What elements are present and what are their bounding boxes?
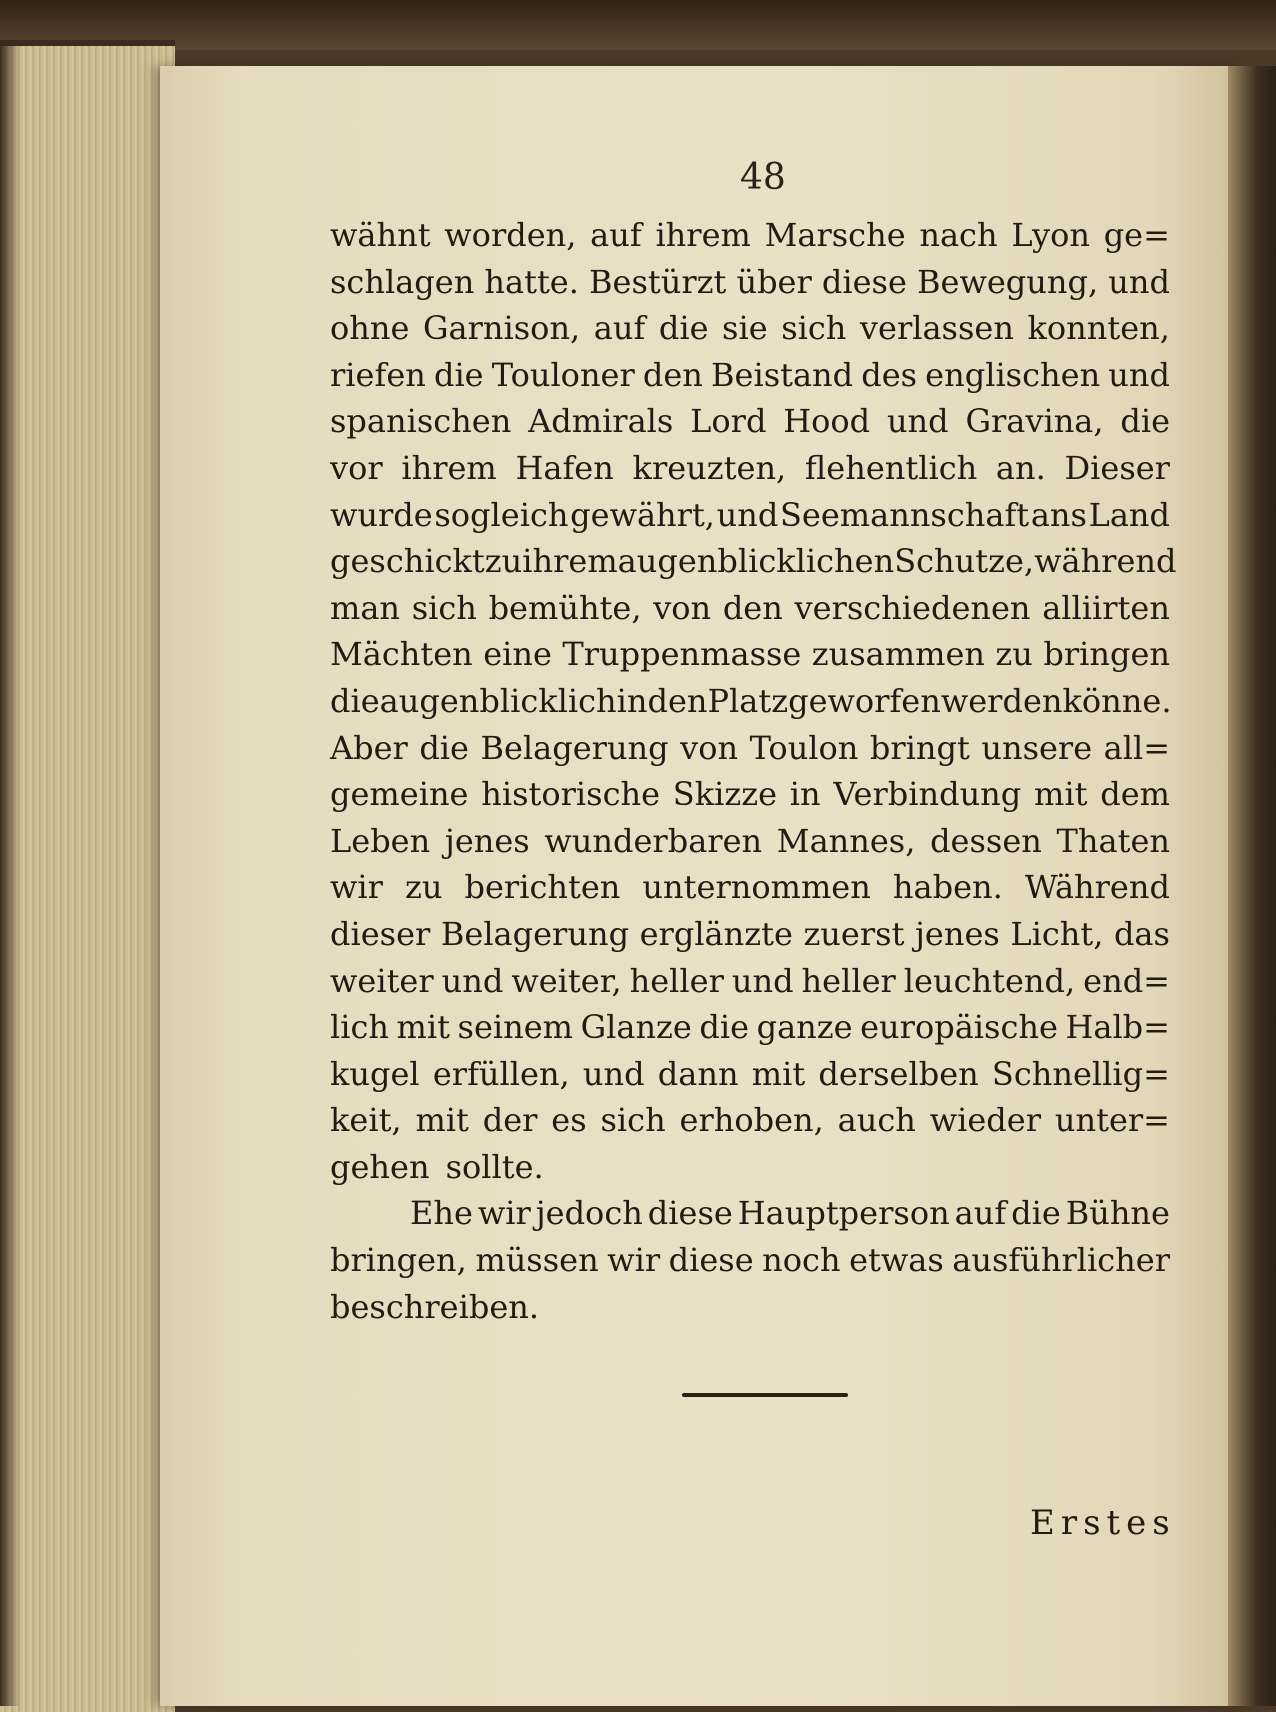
word: eine [483, 635, 552, 674]
text-line [330, 631, 1170, 678]
word: könne. [1062, 681, 1172, 720]
word: Während [1024, 868, 1170, 907]
word: wir [330, 868, 383, 907]
word: müssen [475, 1241, 599, 1280]
word: nach [919, 216, 998, 254]
word: etwas [849, 1241, 944, 1280]
word: augenblicklich [379, 681, 617, 720]
text-line [330, 678, 1170, 725]
section-divider [682, 1393, 848, 1397]
word: Skizze [672, 775, 777, 814]
word: mit [751, 1054, 806, 1093]
word: bringen, [330, 1241, 467, 1280]
word: europäische [860, 1008, 1058, 1047]
catchword: Erstes [1030, 1503, 1176, 1543]
word: bringt [869, 728, 970, 767]
word: ge= [1103, 216, 1170, 254]
word: und [1108, 355, 1170, 394]
word: heller [801, 961, 896, 1000]
text-line [330, 1097, 1170, 1144]
word: Touloner [491, 355, 635, 394]
word: Lyon [1011, 216, 1090, 254]
word: mit [1034, 775, 1088, 814]
word: Leben [330, 821, 431, 860]
text-line [330, 1004, 1170, 1051]
word: die [419, 728, 469, 767]
word: ausführlicher [952, 1241, 1170, 1280]
word: all= [1103, 728, 1170, 767]
word: unsere [981, 728, 1093, 767]
word: alliirten [1042, 588, 1170, 627]
word: geschickt [330, 542, 485, 581]
word: Admirals [528, 402, 674, 441]
word: verschiedenen [794, 588, 1031, 627]
word: werden [940, 681, 1063, 720]
word: zu [404, 868, 443, 907]
word: ganze [756, 1008, 853, 1047]
word: ihrem [401, 448, 497, 487]
word: Verbindung [833, 775, 1022, 814]
word: auf [590, 216, 642, 254]
word: dem [1100, 775, 1170, 814]
word: wunderbaren [544, 821, 763, 860]
word: den [722, 588, 783, 627]
word: historische [481, 775, 661, 814]
word: wir [607, 1241, 661, 1280]
word: Seemannschaft [779, 495, 1030, 534]
word: jenes [444, 821, 530, 860]
word: Truppenmasse [562, 635, 802, 674]
text-line [330, 445, 1170, 492]
word: leuchtend, [903, 961, 1076, 1000]
text-line [330, 305, 1170, 352]
word: Platz [707, 681, 789, 720]
word: auf [593, 309, 646, 348]
word: berichten [464, 868, 621, 907]
word: verlassen [859, 309, 1014, 348]
word: kreuzten, [632, 448, 787, 487]
word: wurde [330, 495, 433, 534]
word: erfüllen, [432, 1054, 570, 1093]
word: den [647, 681, 708, 720]
word: und [716, 495, 779, 534]
text-line [330, 818, 1170, 865]
page-number: 48 [740, 157, 786, 198]
word: noch [762, 1241, 841, 1280]
word: wähnt [330, 216, 431, 254]
word: des [861, 355, 918, 394]
book-cover-top [0, 0, 1276, 50]
word: unter= [1054, 1101, 1170, 1140]
word: auch [837, 1101, 916, 1140]
word: Belagerung [440, 914, 630, 953]
word: und [582, 1054, 645, 1093]
word: konnten, [1027, 309, 1170, 348]
word: in [789, 775, 821, 814]
word: englischen [925, 355, 1101, 394]
word: dann [657, 1054, 739, 1093]
word: Ehe [410, 1194, 473, 1233]
word: und [886, 402, 949, 441]
word: diese [668, 1241, 754, 1280]
word: gewährt, [570, 495, 715, 534]
word: ans [1030, 495, 1087, 534]
word: Licht, [1010, 914, 1104, 953]
word: ohne [330, 309, 410, 348]
text-line [330, 1190, 1170, 1237]
text-line [330, 1237, 1170, 1284]
word: erhoben, [679, 1101, 824, 1140]
text-line [330, 771, 1170, 818]
text-line [330, 492, 1170, 539]
word: Marsche [764, 216, 906, 254]
word: Bestürzt [589, 262, 727, 301]
text-line [330, 212, 1170, 259]
body-text [330, 212, 1177, 1330]
word: Dieser [1064, 448, 1170, 487]
word: und [1108, 262, 1170, 301]
word: flehentlich [804, 448, 978, 487]
word: die [433, 355, 484, 394]
word: Mächten [330, 635, 473, 674]
word: die [699, 1008, 750, 1047]
word: schlagen [330, 262, 475, 301]
word: Glanze [580, 1008, 692, 1047]
word: augenblicklichen [617, 542, 895, 581]
word: Toulon [749, 728, 859, 767]
page-block-shadow [0, 40, 20, 1706]
word: auf [954, 1194, 1007, 1233]
word: Halb= [1065, 1008, 1170, 1047]
word: die [330, 681, 380, 720]
word: sich [781, 309, 847, 348]
word: gehen [330, 1147, 430, 1186]
word: der [482, 1101, 538, 1140]
word: seinem [457, 1008, 574, 1047]
word: lich [330, 1008, 389, 1047]
text-line [330, 958, 1170, 1005]
word: bemühte, [488, 588, 642, 627]
word: in [616, 681, 648, 720]
word: während [1034, 542, 1177, 581]
word: sich [600, 1101, 666, 1140]
word: Hood [783, 402, 871, 441]
word: und [731, 961, 794, 1000]
word: wir [477, 1194, 531, 1233]
word: von [653, 588, 712, 627]
word: man [330, 588, 401, 627]
word: die [1120, 402, 1170, 441]
word: Hauptperson [737, 1194, 950, 1233]
word: Aber [330, 728, 408, 767]
word: sie [722, 309, 768, 348]
word: zuerst [803, 914, 905, 953]
word: Bewegung, [916, 262, 1099, 301]
word: die [658, 309, 709, 348]
word: Land [1088, 495, 1170, 534]
word: zu [995, 635, 1033, 674]
word: zu [484, 542, 523, 581]
word: Gravina, [965, 402, 1104, 441]
word: ihrem [655, 216, 751, 254]
text-line [330, 1051, 1170, 1098]
word: Beistand [711, 355, 854, 394]
word: gemeine [330, 775, 469, 814]
word: Lord [690, 402, 767, 441]
text-line [330, 864, 1170, 911]
word: jenes [914, 914, 1000, 953]
word: sogleich [434, 495, 569, 534]
word: derselben [818, 1054, 979, 1093]
word: ihrem [522, 542, 618, 581]
word: das [1113, 914, 1170, 953]
word: keit, [330, 1101, 402, 1140]
word: wieder [929, 1101, 1042, 1140]
word: geworfen [788, 681, 941, 720]
word: haben. [892, 868, 1003, 907]
word: Schutze, [894, 542, 1035, 581]
word: sollte. [445, 1147, 544, 1186]
word: diese [821, 262, 907, 301]
page-block-edges [0, 40, 175, 1712]
word: mit [415, 1101, 469, 1140]
text-line [330, 398, 1170, 445]
word: vor [330, 448, 383, 487]
word: unternommen [642, 868, 871, 907]
word: weiter, [511, 961, 622, 1000]
word: diese [647, 1194, 733, 1233]
word: Mannes, [776, 821, 916, 860]
word: kugel [330, 1054, 420, 1093]
word: Bühne [1065, 1194, 1170, 1233]
word: und [441, 961, 504, 1000]
word: von [680, 728, 739, 767]
word: hatte. [484, 262, 579, 301]
word: bringen [1043, 635, 1170, 674]
word: jedoch [535, 1194, 643, 1233]
text-line [330, 259, 1170, 306]
text-line [330, 725, 1170, 772]
word: dieser [330, 914, 431, 953]
word: mit [396, 1008, 450, 1047]
word: zusammen [811, 635, 985, 674]
word: es [551, 1101, 587, 1140]
facing-page-edge [1228, 66, 1276, 1706]
text-line [330, 352, 1170, 399]
word: spanischen [330, 402, 512, 441]
text-line [330, 1144, 1170, 1191]
word: sich [411, 588, 477, 627]
word: beschreiben. [330, 1287, 540, 1326]
word: worden, [444, 216, 577, 254]
word: Hafen [515, 448, 614, 487]
word: Belagerung [480, 728, 669, 767]
word: end= [1083, 961, 1170, 1000]
word: Garnison, [422, 309, 581, 348]
word: erglänzte [639, 914, 793, 953]
word: heller [629, 961, 724, 1000]
word: weiter [330, 961, 434, 1000]
word: die [1011, 1194, 1061, 1233]
word: über [736, 262, 812, 301]
word: dessen [930, 821, 1042, 860]
text-line [330, 1284, 1170, 1331]
text-line [330, 911, 1170, 958]
word: den [642, 355, 703, 394]
word: Schnellig= [991, 1054, 1170, 1093]
word: riefen [330, 355, 426, 394]
word: Thaten [1056, 821, 1170, 860]
word: an. [995, 448, 1046, 487]
text-line [330, 585, 1170, 632]
text-line [330, 538, 1177, 585]
